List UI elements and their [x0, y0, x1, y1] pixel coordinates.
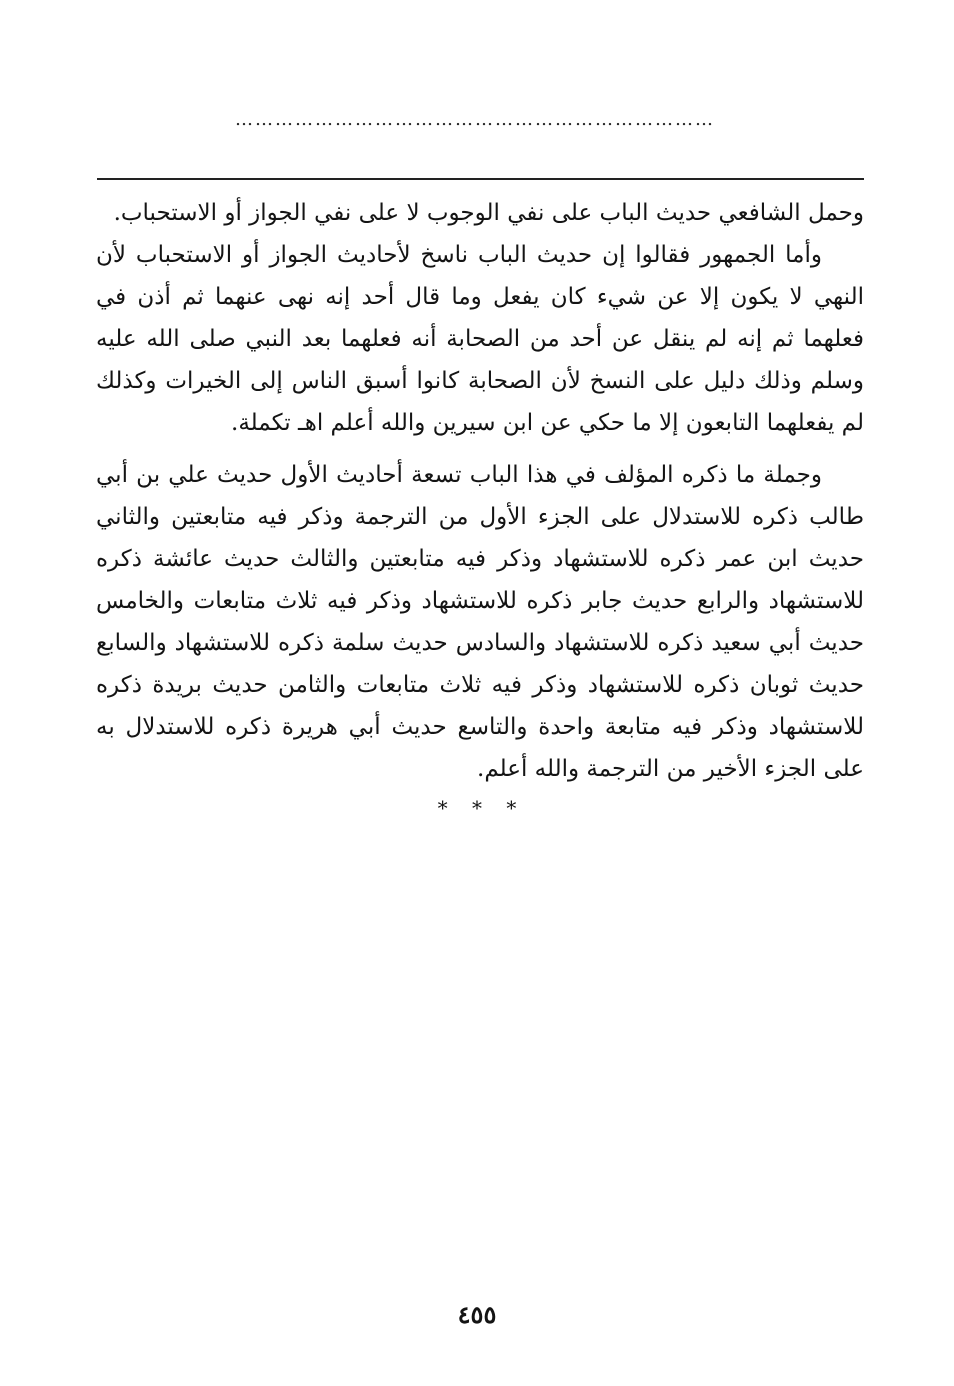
paragraph-summary: وجملة ما ذكره المؤلف في هذا الباب تسعة أحاديث الأول حديث علي بن أبي طالب ذكره للاستدلال على الجزء الأول من الترجمة وذكر فيه متابعتين والثاني حديث ابن عمر ذكره للاستشهاد وذكر فيه متابعتين والثالث حديث عائشة ذكره للاستشهاد والرابع حديث جابر ذكره للاستشهاد وذكر فيه ثلاث متابعات والخامس حديث أبي سعيد ذكره للاستشهاد والسادس حديث سلمة ذكره للاستشهاد والسابع حديث ثوبان ذكره للاستشهاد وذكر فيه ثلاث متابعات والثامن حديث بريدة ذكره للاستشهاد وذكر فيه متابعة واحدة والتاسع حديث أبي هريرة ذكره للاستدلال به على الجزء الأخير من الترجمة والله أعلم. [96, 462, 864, 782]
paragraph-jumhur: وأما الجمهور فقالوا إن حديث الباب ناسخ لأحاديث الجواز أو الاستحباب لأن النهي لا يكون إلا عن شيء كان يفعل وما قال أحد إنه نهى عنهما ثم أذن في فعلهما ثم إنه لم ينقل عن أحد من الصحابة أنه فعلهما بعد النبي صلى الله عليه وسلم وذلك دليل على النسخ لأن الصحابة كانوا أسبق الناس إلى الخيرات وكذلك لم يفعلهما التابعون إلا ما حكي عن ابن سيرين والله أعلم اهـ تكملة. [96, 242, 864, 436]
paragraph-shafii: وحمل الشافعي حديث الباب على نفي الوجوب لا على نفي الجواز أو الاستحباب. [113, 200, 864, 226]
separator-rule [97, 178, 864, 180]
main-text [96, 192, 864, 790]
section-ornament: * * * [437, 796, 517, 820]
page-number: ٤٥٥ [457, 1300, 497, 1329]
dotted-leader-line: ……………………………………………………………… [235, 110, 715, 130]
